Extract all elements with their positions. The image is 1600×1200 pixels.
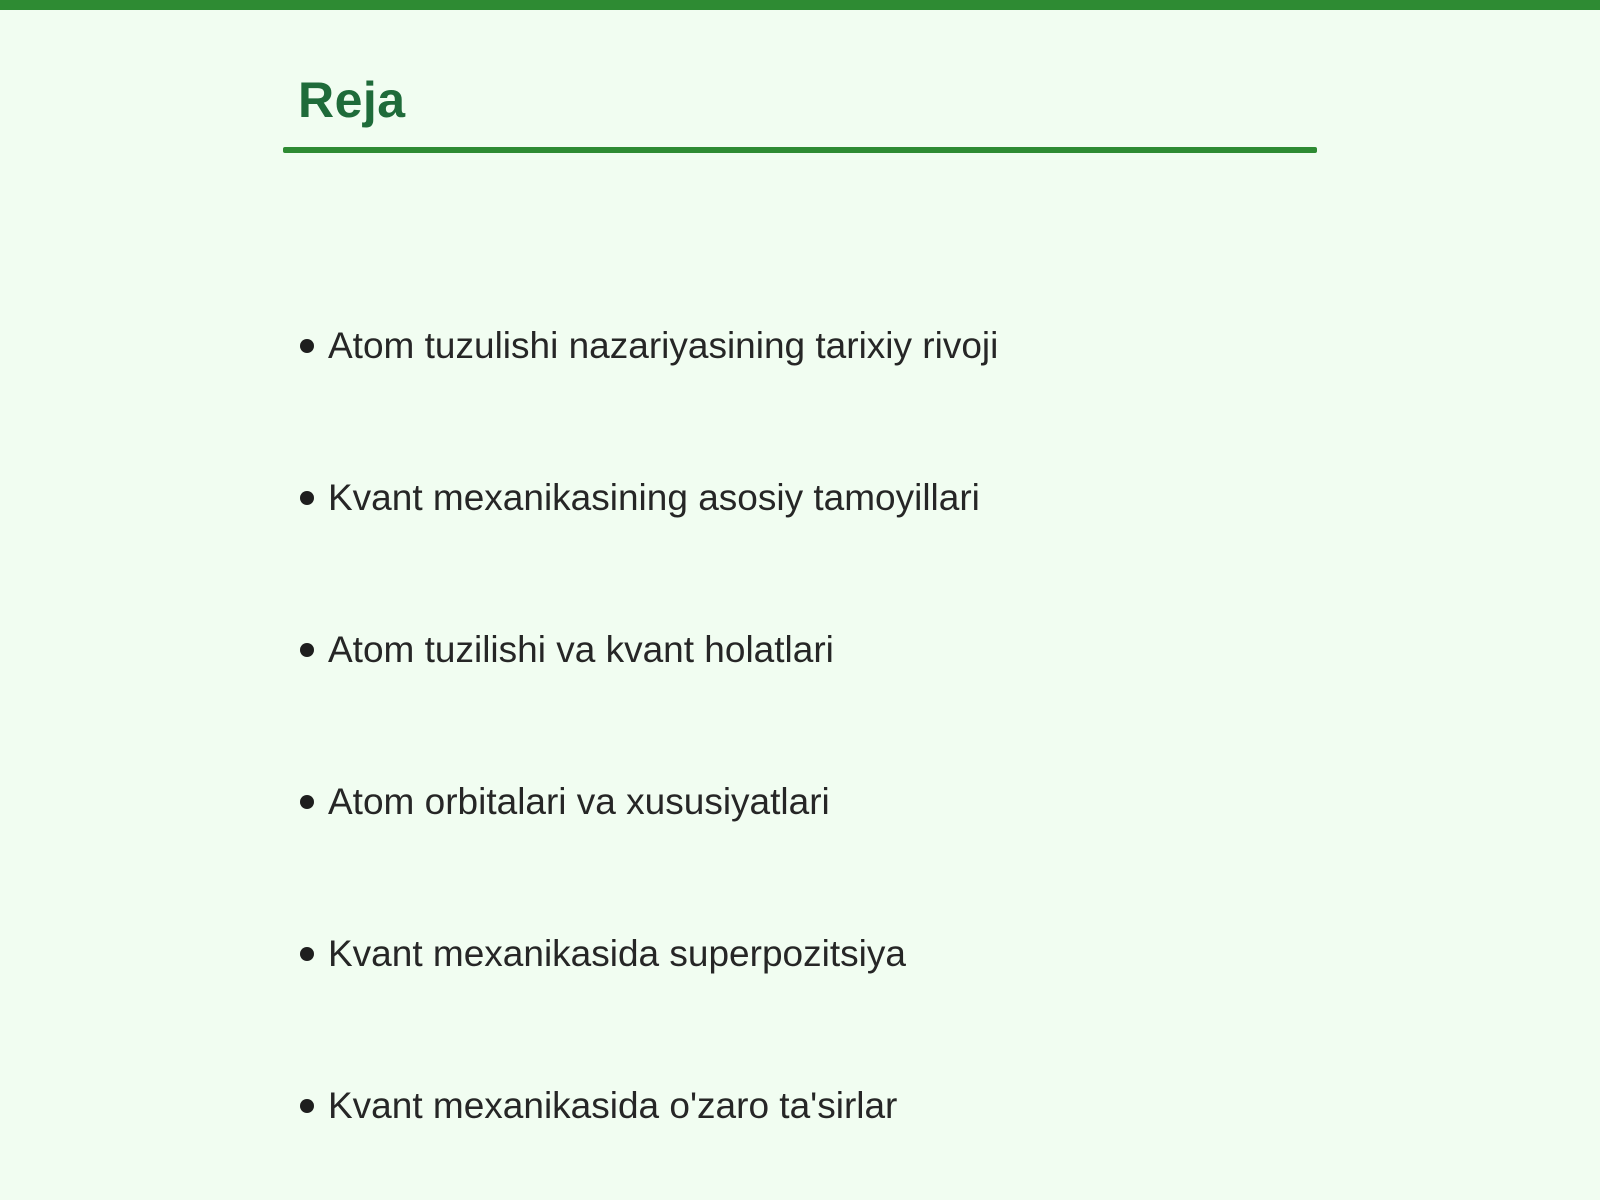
- bullet-dot-icon: [300, 1099, 314, 1113]
- bullet-dot-icon: [300, 643, 314, 657]
- slide-title: Reja: [298, 72, 406, 128]
- bullet-text: Kvant mexanikasining asosiy tamoyillari: [328, 477, 980, 518]
- bullet-dot-icon: [300, 947, 314, 961]
- bullet-item: [300, 878, 998, 1030]
- bullet-dot-icon: [300, 339, 314, 353]
- bullet-text: Atom tuzilishi va kvant holatlari: [328, 629, 834, 670]
- bullet-text: Kvant mexanikasida superpozitsiya: [328, 933, 906, 974]
- bullet-item: [300, 726, 998, 878]
- bullet-item: [300, 1030, 998, 1182]
- bullet-text: Atom orbitalari va xususiyatlari: [328, 781, 830, 822]
- bullet-text: Kvant mexanikasida o'zaro ta'sirlar: [328, 1085, 898, 1126]
- title-underline: [283, 147, 1317, 153]
- bullet-item: [300, 574, 998, 726]
- bullet-dot-icon: [300, 795, 314, 809]
- bullet-text: Atom tuzulishi nazariyasining tarixiy rivoji: [328, 325, 999, 366]
- bullet-item: [300, 422, 998, 574]
- bullet-dot-icon: [300, 491, 314, 505]
- bullet-list: [300, 270, 998, 1182]
- top-accent-bar: [0, 0, 1600, 10]
- bullet-item: [300, 270, 998, 422]
